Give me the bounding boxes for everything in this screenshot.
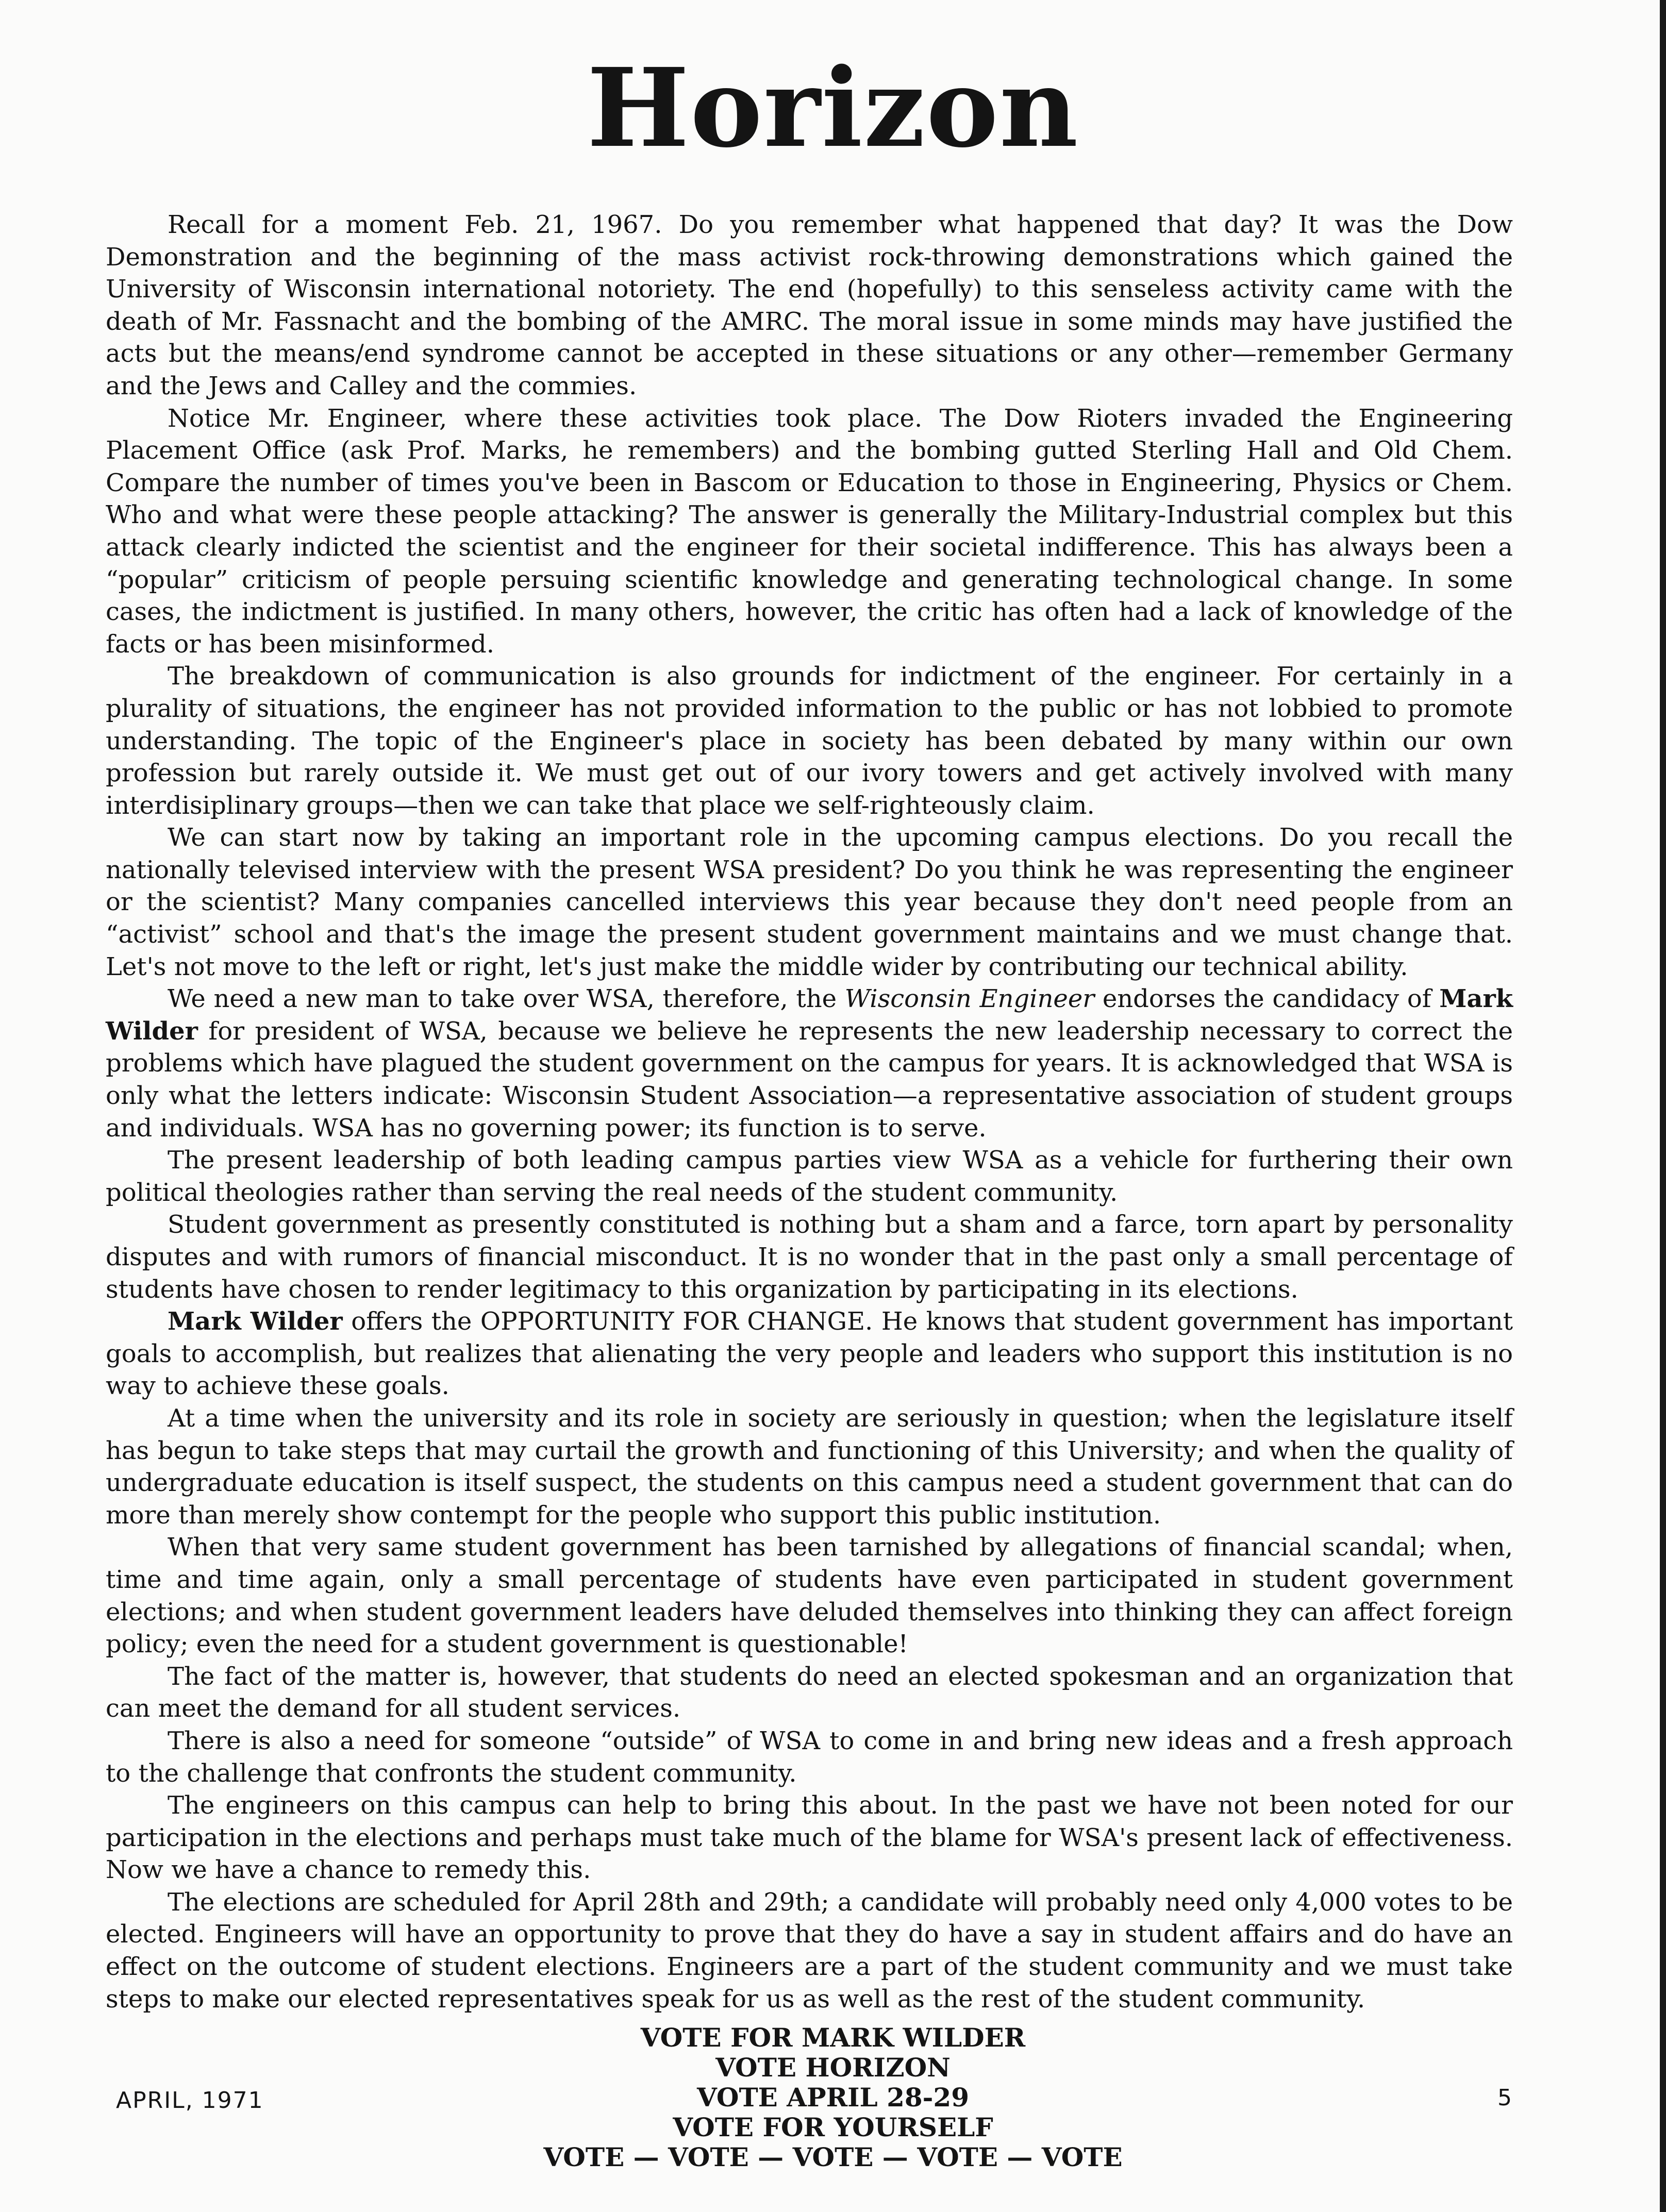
paragraph-4: We can start now by taking an important role in the upcoming campus elections. Do you recall the nationally televised interview with the present WSA president? Do you think he was representing the engineer or the scientist? Many companies cancelled interviews this year because they don't need people from an “activist” school and that's the image the present student government maintains and we must change that. Let's not move to the left or right, let's just make the middle wider by contributing our technical ability. (106, 823, 1513, 981)
page-number: 5 (1497, 2085, 1512, 2111)
page-title: Horizon (587, 44, 1079, 172)
paragraph-9: At a time when the university and its role in society are seriously in question; when the legislature itself has begun to take steps that may curtail the growth and functioning of this University; and when the quality of undergraduate education is itself suspect, the students on this campus need a student government that can do more than merely show contempt for the people who support this public institution. (106, 1403, 1513, 1530)
paragraph-5 (106, 983, 1513, 1144)
paragraph-7: Student government as presently constituted is nothing but a sham and a farce, torn apart by personality disputes and with rumors of financial misconduct. It is no wonder that in the past only a small percentage of students have chosen to render legitimacy to this organization by participating in its elections. (106, 1210, 1513, 1304)
paragraph-6: The present leadership of both leading campus parties view WSA as a vehicle for furthering their own political theologies rather than serving the real needs of the student community. (106, 1146, 1513, 1207)
paragraph-12: There is also a need for someone “outside” of WSA to come in and bring new ideas and a fresh approach to the challenge that confronts the student community. (106, 1726, 1513, 1788)
paragraph-3: The breakdown of communication is also grounds for indictment of the engineer. For certainly in a plurality of situations, the engineer has not provided information to the public or has not lobbied to promote understanding. The topic of the Engineer's place in society has been debated by many within our own profession but rarely outside it. We must get out of our ivory towers and get actively involved with many interdisiplinary groups—then we can take that place we self-righteously claim. (106, 662, 1513, 820)
vote-line: VOTE FOR MARK WILDER (640, 2022, 1026, 2053)
paragraph-8-text: offers the OPPORTUNITY FOR CHANGE. He knows that student government has important goals to accomplish, but realizes that alienating the very people and leaders who support this institution is no way to achieve these goals. (106, 1307, 1513, 1401)
vote-line: VOTE — VOTE — VOTE — VOTE — VOTE (543, 2142, 1123, 2172)
paragraph-13: The engineers on this campus can help to bring this about. In the past we have not been noted for our participation in the elections and perhaps must take much of the blame for WSA's present lack of effectiveness. Now we have a chance to remedy this. (106, 1791, 1513, 1885)
paragraph-2: Notice Mr. Engineer, where these activities took place. The Dow Rioters invaded the Engineering Placement Office (ask Prof. Marks, he remembers) and the bombing gutted Sterling Hall and Old Chem. Compare the number of times you've been in Bascom or Education to those in Engineering, Physics or Chem. Who and what were these people attacking? The answer is generally the Military-Industrial complex but this attack clearly indicted the scientist and the engineer for their societal indifference. This has always been a “popular” criticism of people persuing scientific knowledge and generating technological change. In some cases, the indictment is justified. In many others, however, the critic has often had a lack of knowledge of the facts or has been misinformed. (106, 404, 1513, 659)
paragraph-5-text-a: We need a new man to take over WSA, therefore, the (168, 984, 845, 1014)
issue-date: APRIL, 1971 (116, 2087, 264, 2114)
paragraph-8 (106, 1305, 1513, 1402)
vote-line: VOTE FOR YOURSELF (673, 2112, 993, 2142)
vote-line: VOTE HORIZON (715, 2052, 951, 2083)
candidate-name: Mark Wilder (106, 984, 1513, 1046)
paragraph-10: When that very same student government has been tarnished by allegations of financial scandal; when, time and time again, only a small percentage of students have even participated in student government elections; and when student government leaders have deluded themselves into thinking they can affect foreign policy; even the need for a student government is questionable! (106, 1533, 1513, 1659)
vote-line: VOTE APRIL 28-29 (696, 2082, 969, 2113)
article-body (106, 209, 1513, 2015)
paragraph-11: The fact of the matter is, however, that students do need an elected spokesman and an organization that can meet the demand for all student services. (106, 1662, 1513, 1723)
paragraph-1: Recall for a moment Feb. 21, 1967. Do you remember what happened that day? It was the Dow Demonstration and the beginning of the mass activist rock-throwing demonstrations which gained the University of Wisconsin international notoriety. The end (hopefully) to this senseless activity came with the death of Mr. Fassnacht and the bombing of the AMRC. The moral issue in some minds may have justified the acts but the means/end syndrome cannot be accepted in these situations or any other—remember Germany and the Jews and Calley and the commies. (106, 210, 1513, 400)
page-edge (1660, 0, 1666, 2212)
paragraph-5-text-c: endorses the candidacy of (1094, 984, 1440, 1014)
paragraph-14: The elections are scheduled for April 28th and 29th; a candidate will probably need only 4,000 votes to be elected. Engineers will have an opportunity to prove that they do have a say in student affairs and do have an effect on the outcome of student elections. Engineers are a part of the student community and we must take steps to make our elected representatives speak for us as well as the rest of the student community. (106, 1887, 1513, 2014)
candidate-name: Mark Wilder (168, 1307, 343, 1336)
paragraph-5-text-e: for president of WSA, because we believe he represents the new leadership necessary to correct the problems which have plagued the student government on the campus for years. It is acknowledged that WSA is only what the letters indicate: Wisconsin Student Association—a representative association of student groups and individuals. WSA has no governing power; its function is to serve. (106, 1016, 1513, 1143)
publication-name: Wisconsin Engineer (844, 984, 1095, 1014)
